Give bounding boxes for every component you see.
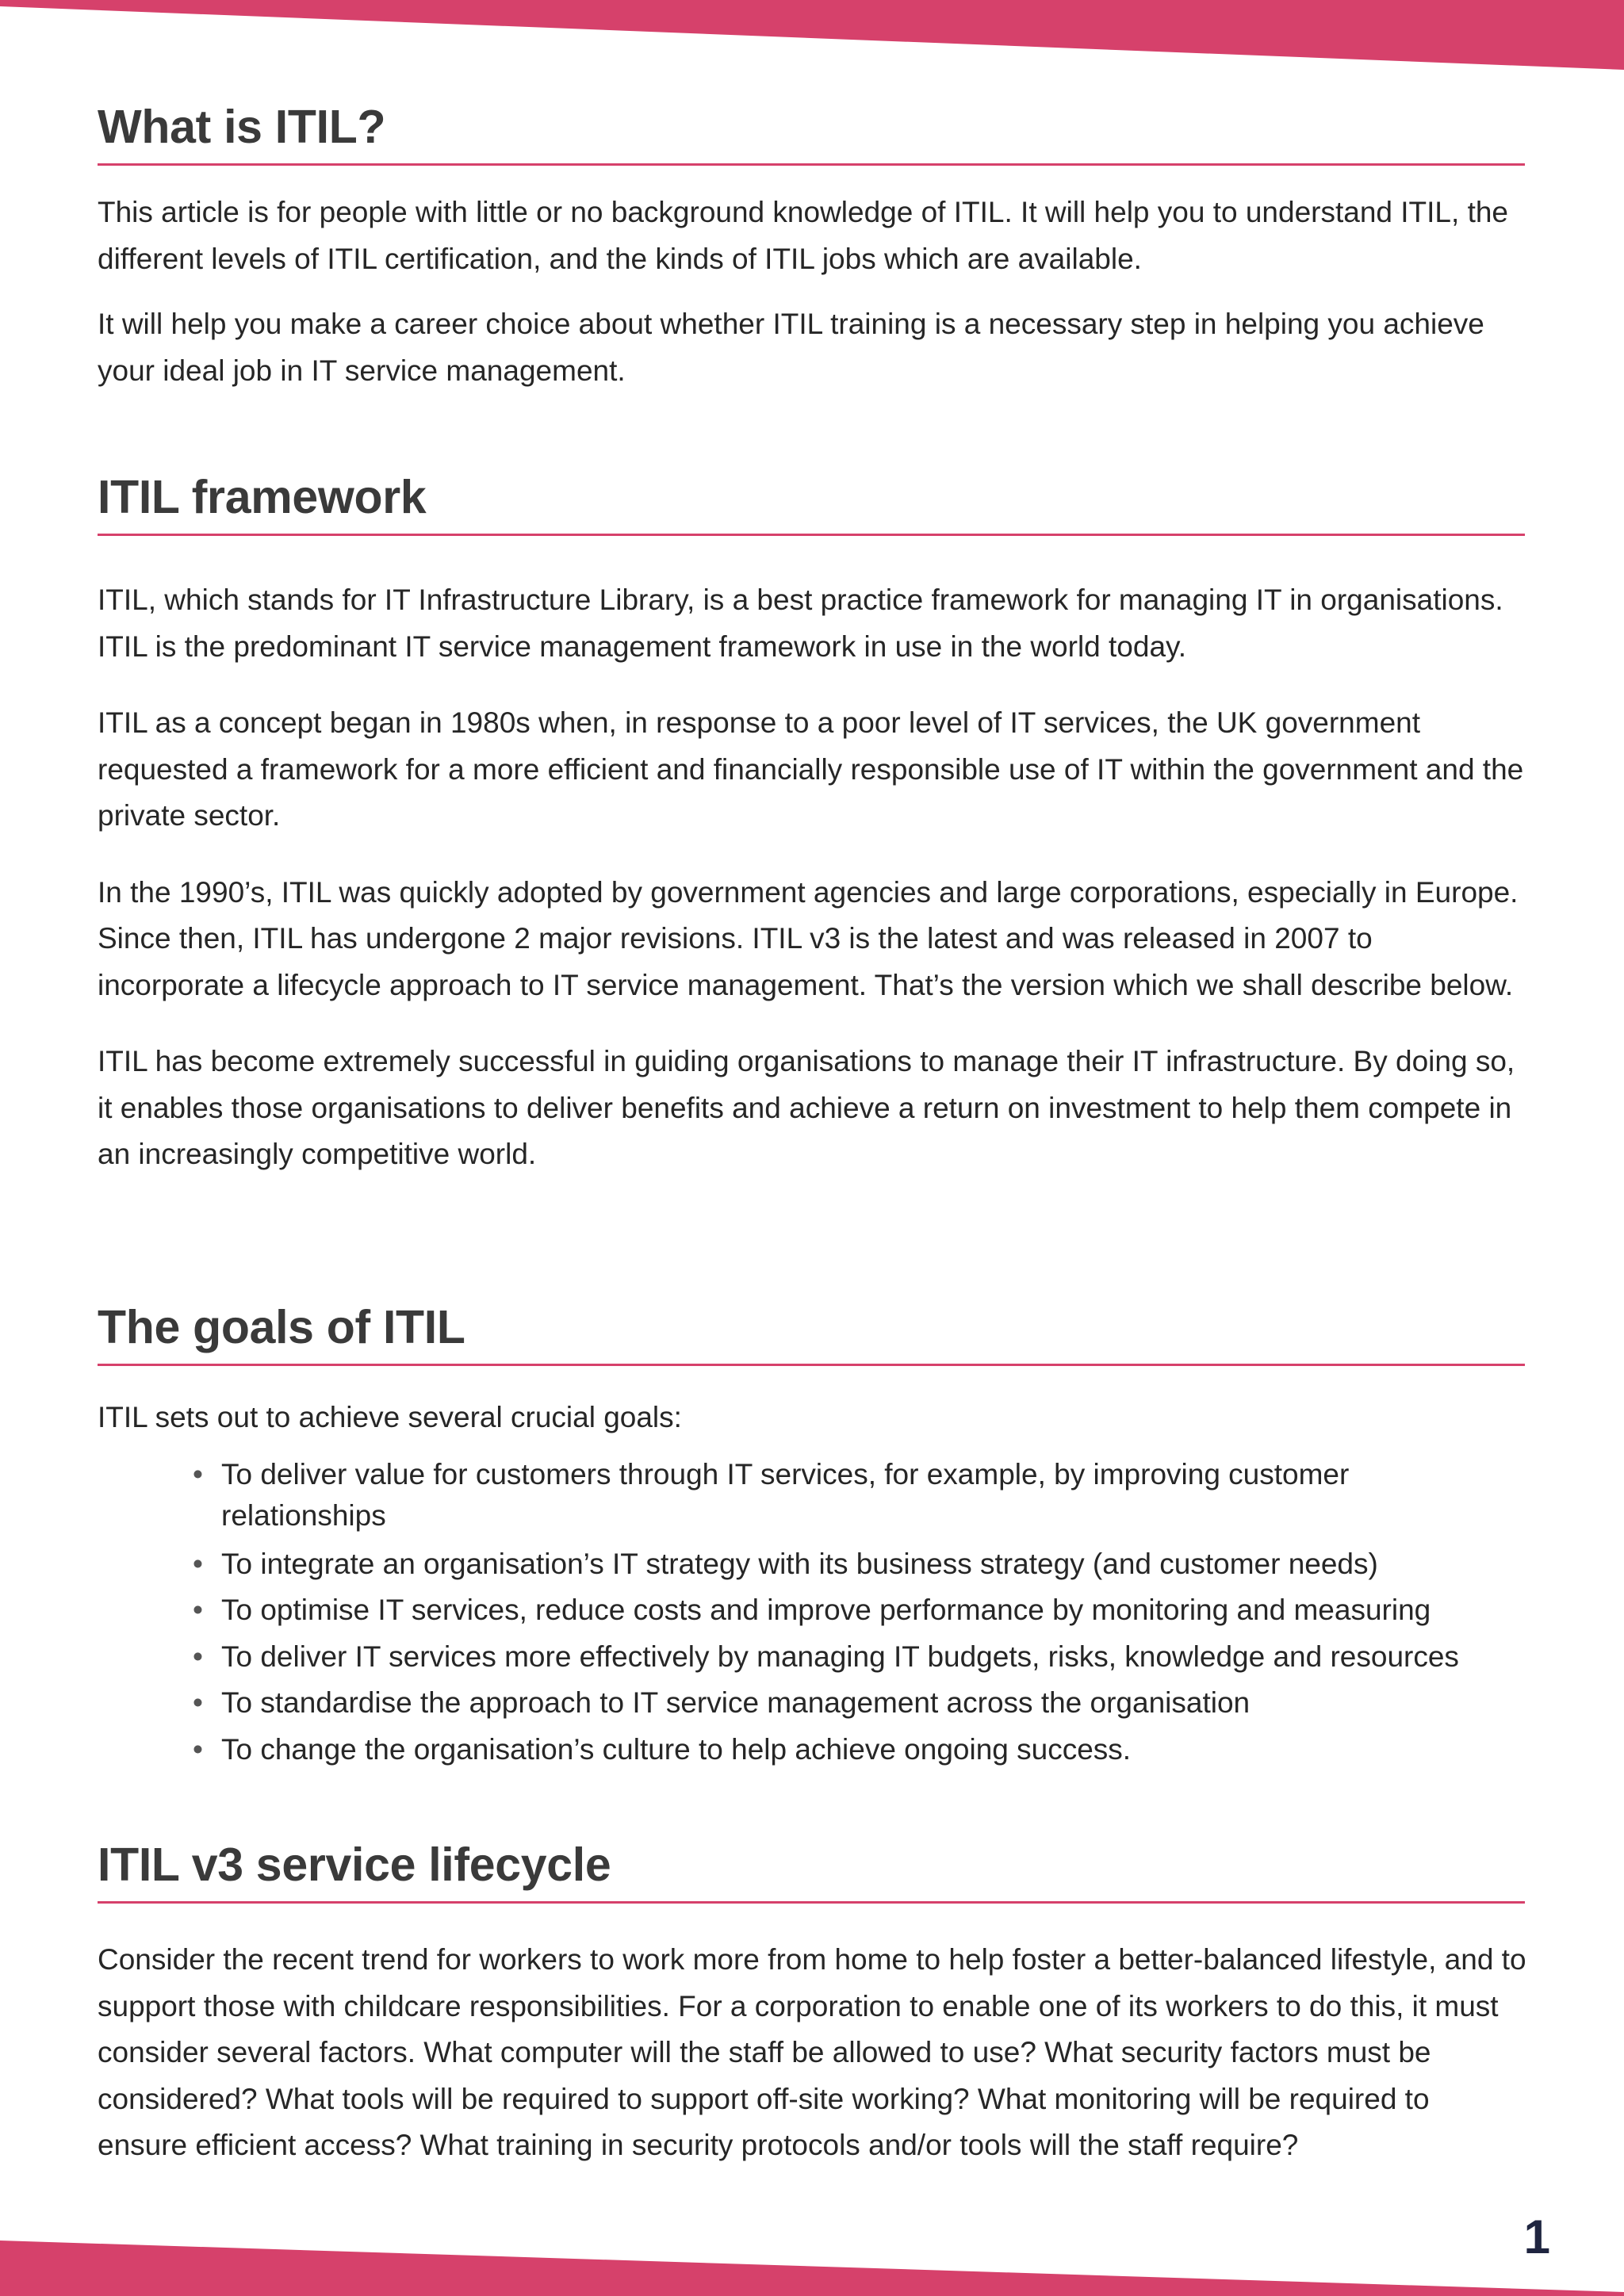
goals-intro: ITIL sets out to achieve several crucial goals: (98, 1401, 682, 1433)
bottom-accent-band (0, 2209, 1624, 2296)
page-number: 1 (1523, 2210, 1550, 2263)
section-service-lifecycle (98, 1836, 1526, 2169)
heading-underline (98, 1901, 1525, 1904)
list-item: • To change the organisation’s culture to help achieve ongoing success. (193, 1727, 1526, 1774)
paragraph: It will help you make a career choice about whether ITIL training is a necessary step in helping you achieve your ideal job in IT service management. (98, 308, 1484, 387)
heading-underline (98, 534, 1525, 536)
heading-service-lifecycle: ITIL v3 service lifecycle (98, 1839, 611, 1891)
heading-goals-of-itil: The goals of ITIL (98, 1301, 465, 1353)
list-item: • To deliver value for customers through IT services, for example, by improving customer relationships (193, 1454, 1526, 1536)
paragraph: Consider the recent trend for workers to work more from home to help foster a better-balanced lifestyle, and to support those with childcare responsibilities. For a corporation to enable one of its workers to do this, it must consider several factors. What computer will the staff be allowed to use? What security factors must be considered? What tools will be required to support off-site working? What monitoring will be required to ensure efficient access? What training in security protocols and/or tools will the staff require? (98, 1943, 1526, 2161)
heading-underline (98, 1364, 1525, 1366)
list-item: • To deliver IT services more effectively by managing IT budgets, risks, knowledge and resources (193, 1634, 1526, 1681)
list-item: • To optimise IT services, reduce costs and improve performance by monitoring and measuring (193, 1587, 1526, 1634)
section-what-is-itil (98, 98, 1526, 394)
top-accent-band (0, 0, 1624, 87)
list-item: • To standardise the approach to IT service management across the organisation (193, 1680, 1526, 1727)
goals-list (98, 1454, 1526, 1774)
heading-itil-framework: ITIL framework (98, 471, 427, 523)
heading-what-is-itil: What is ITIL? (98, 101, 386, 153)
paragraph: ITIL as a concept began in 1980s when, in response to a poor level of IT services, the UK government requested a framework for a more efficient and financially responsible use of IT within the government and the private sector. (98, 706, 1524, 832)
heading-underline (98, 163, 1525, 166)
section-itil-framework (98, 469, 1526, 1178)
paragraph: In the 1990’s, ITIL was quickly adopted by government agencies and large corporations, especially in Europe. Since then, ITIL has undergone 2 major revisions. ITIL v3 is the latest and was released in 2007 to incorporate a lifecycle approach to IT service management. That’s the version which we shall describe below. (98, 875, 1519, 1001)
paragraph: ITIL has become extremely successful in guiding organisations to manage their IT infrastructure. By doing so, it enables those organisations to deliver benefits and achieve a return on investment to help them compete in an increasingly competitive world. (98, 1045, 1515, 1170)
list-item: • To integrate an organisation’s IT strategy with its business strategy (and customer needs) (193, 1541, 1526, 1588)
section-goals-of-itil (98, 1299, 1526, 1773)
paragraph: ITIL, which stands for IT Infrastructure Library, is a best practice framework for managing IT in organisations. ITIL is the predominant IT service management framework in use in the world today. (98, 584, 1503, 663)
paragraph: This article is for people with little or no background knowledge of ITIL. It will help you to understand ITIL, the different levels of ITIL certification, and the kinds of ITIL jobs which are available. (98, 196, 1508, 275)
